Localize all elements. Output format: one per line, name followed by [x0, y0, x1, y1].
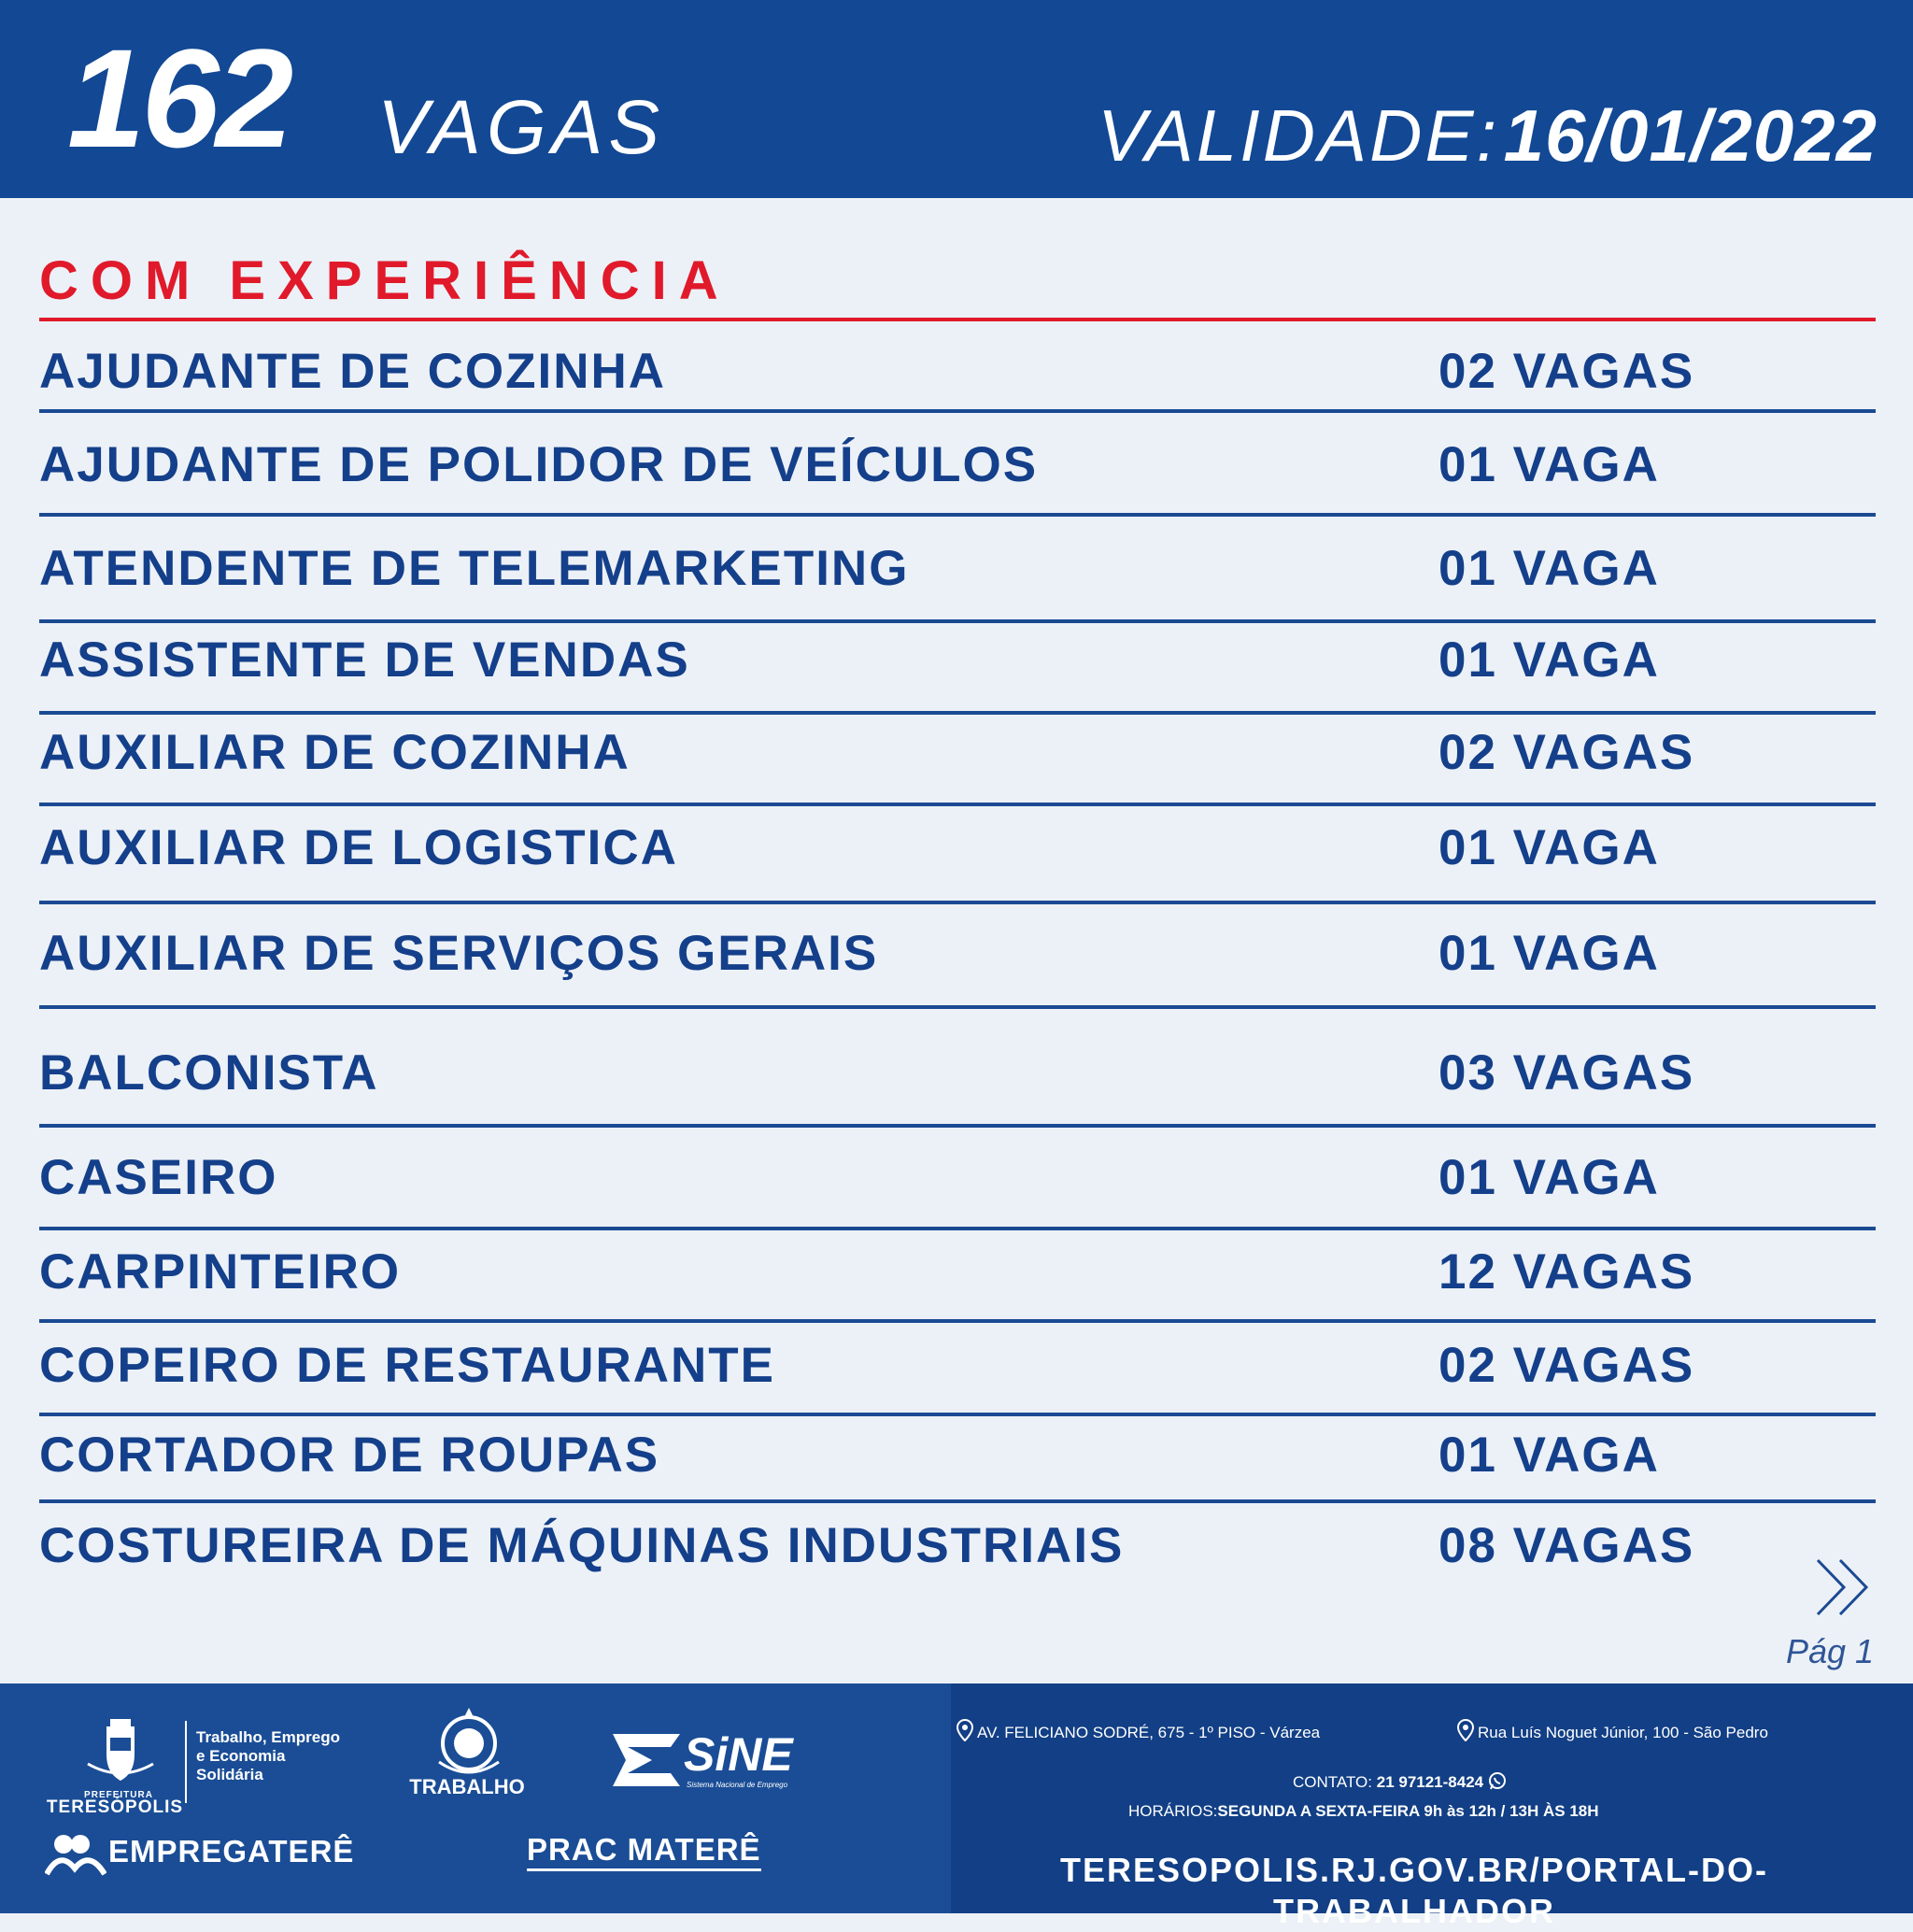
job-title: COSTUREIRA DE MÁQUINAS INDUSTRIAIS: [39, 1518, 1125, 1573]
portal-link[interactable]: TERESOPOLIS.RJ.GOV.BR/PORTAL-DO-TRABALHADOR: [1059, 1851, 1769, 1930]
job-quantity: 01 VAGA: [1438, 632, 1660, 688]
row-divider: [39, 1227, 1876, 1230]
job-title: ASSISTENTE DE VENDAS: [39, 632, 690, 688]
job-title: AUXILIAR DE SERVIÇOS GERAIS: [39, 926, 879, 981]
contact-label: CONTATO:: [1293, 1773, 1372, 1791]
row-divider: [39, 619, 1876, 623]
trabalho-label: TRABALHO: [409, 1775, 525, 1798]
secretariat-line: Trabalho, Emprego: [196, 1728, 340, 1746]
location-pin-icon: [956, 1719, 973, 1741]
hours-label: HORÁRIOS:: [1128, 1802, 1218, 1820]
sine-name: SiNE: [684, 1728, 793, 1781]
secretariat-line: Solidária: [196, 1766, 263, 1783]
job-title: AUXILIAR DE LOGISTICA: [39, 820, 678, 875]
job-title: ATENDENTE DE TELEMARKETING: [39, 541, 910, 596]
validity-date: 16/01/2022: [1503, 94, 1878, 177]
job-title: AUXILIAR DE COZINHA: [39, 725, 631, 780]
contact-phone[interactable]: 21 97121-8424: [1376, 1773, 1484, 1791]
pracmatere-label: PRAC MATERÊ: [527, 1831, 761, 1871]
vacancy-count: 162: [67, 20, 290, 177]
row-divider: [39, 409, 1876, 413]
row-divider: [39, 1124, 1876, 1128]
section-divider: [39, 318, 1876, 321]
sine-logo-icon: [609, 1730, 684, 1795]
row-divider: [39, 513, 1876, 517]
row-divider: [39, 901, 1876, 904]
job-title: AJUDANTE DE COZINHA: [39, 344, 667, 399]
secretariat-line: e Economia: [196, 1747, 286, 1765]
job-quantity: 01 VAGA: [1438, 437, 1660, 492]
job-title: CARPINTEIRO: [39, 1244, 402, 1300]
job-quantity: 02 VAGAS: [1438, 725, 1695, 780]
job-title: CASEIRO: [39, 1150, 278, 1205]
job-quantity: 01 VAGA: [1438, 1428, 1660, 1483]
prefeitura-crest-icon: [50, 1717, 191, 1797]
validity-label: VALIDADE:: [1097, 94, 1500, 177]
job-quantity: 08 VAGAS: [1438, 1518, 1695, 1573]
header-banner: [0, 0, 1913, 198]
job-quantity: 03 VAGAS: [1438, 1045, 1695, 1101]
job-quantity: 01 VAGA: [1438, 820, 1660, 875]
validity: [1098, 93, 1878, 199]
whatsapp-icon: [1488, 1771, 1507, 1790]
job-title: COPEIRO DE RESTAURANTE: [39, 1338, 776, 1393]
job-title: CORTADOR DE ROUPAS: [39, 1428, 660, 1483]
secretariat-name: [196, 1728, 383, 1784]
address-2: [1457, 1719, 1768, 1743]
job-quantity: 12 VAGAS: [1438, 1244, 1695, 1300]
logo-divider: [185, 1721, 187, 1803]
contact-line: [1293, 1771, 1507, 1793]
row-divider: [39, 803, 1876, 806]
sine-subtitle: Sistema Nacional de Emprego: [687, 1781, 788, 1789]
row-divider: [39, 1413, 1876, 1416]
address-text: AV. FELICIANO SODRÉ, 675 - 1º PISO - Várzea: [977, 1724, 1321, 1741]
job-quantity: 01 VAGA: [1438, 1150, 1660, 1205]
hours-line: [1128, 1801, 1599, 1822]
page-number: Pág 1: [1786, 1632, 1875, 1670]
prefeitura-label: PREFEITURA: [84, 1790, 153, 1800]
vacancy-count-label: VAGAS: [377, 85, 666, 170]
section-title: COM EXPERIÊNCIA: [39, 250, 730, 311]
address-1: [956, 1719, 1320, 1743]
job-title: AJUDANTE DE POLIDOR DE VEÍCULOS: [39, 437, 1039, 492]
trabalho-emblem-icon: [432, 1706, 506, 1783]
location-pin-icon: [1457, 1719, 1474, 1741]
next-page-chevron-icon[interactable]: [1812, 1555, 1878, 1625]
row-divider: [39, 1005, 1876, 1009]
teresopolis-label: TERESÓPOLIS: [46, 1797, 184, 1817]
job-quantity: 02 VAGAS: [1438, 344, 1695, 399]
row-divider: [39, 711, 1876, 715]
row-divider: [39, 1319, 1876, 1323]
empregatere-logo-icon: [45, 1833, 106, 1881]
row-divider: [39, 1499, 1876, 1503]
empregatere-label: EMPREGATERÊ: [108, 1834, 355, 1868]
address-text: Rua Luís Noguet Júnior, 100 - São Pedro: [1478, 1724, 1768, 1741]
hours-value: SEGUNDA A SEXTA-FEIRA 9h às 12h / 13H ÀS 18H: [1217, 1802, 1599, 1820]
job-quantity: 01 VAGA: [1438, 926, 1660, 981]
job-quantity: 01 VAGA: [1438, 541, 1660, 596]
job-quantity: 02 VAGAS: [1438, 1338, 1695, 1393]
job-title: BALCONISTA: [39, 1045, 379, 1101]
